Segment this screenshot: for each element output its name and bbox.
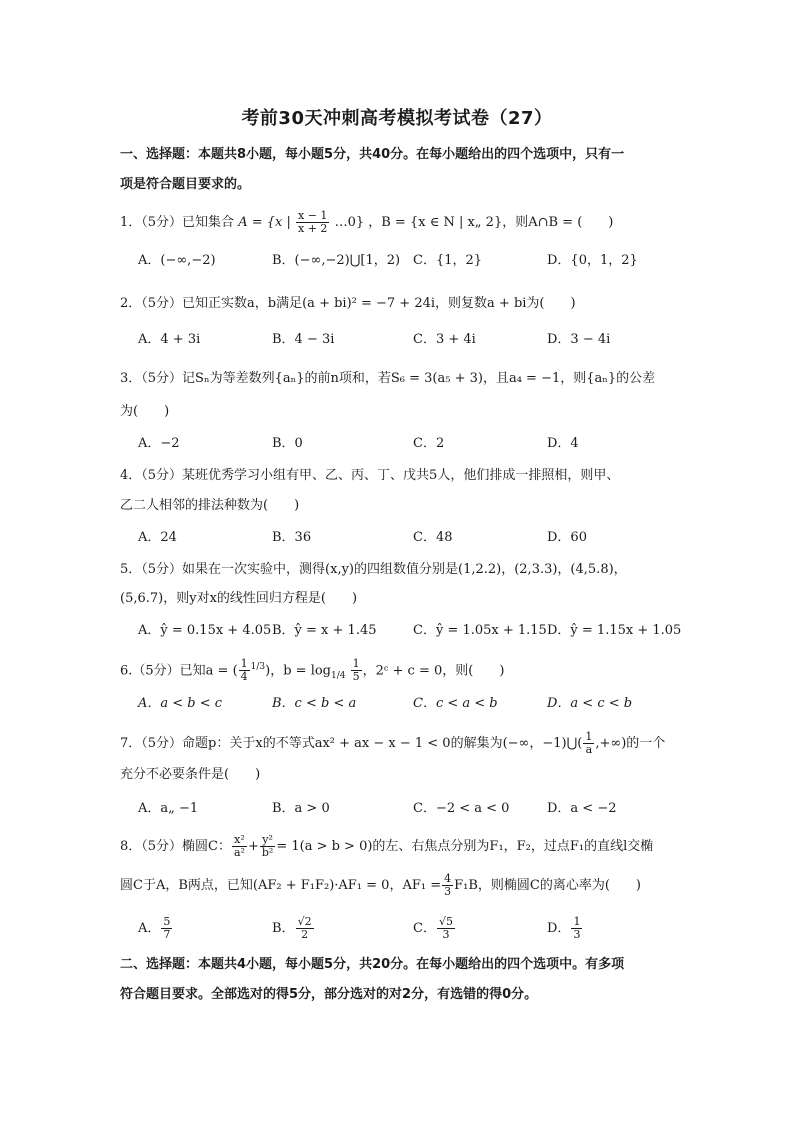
q8-option-a[interactable]: [138, 912, 173, 946]
q8-frac1-num: x²: [232, 834, 247, 847]
q1-frac-num: x − 1: [298, 209, 328, 222]
q6-option-a[interactable]: A．a < b < c: [138, 696, 223, 711]
section1-heading-line1: 一、选择题：本题共8小题，每小题5分，共40分。在每小题给出的四个选项中，只有一: [120, 147, 625, 162]
question-5-line1: 5．（5分）如果在一次实验中，测得(x,y)的四组数值分别是(1,2.2)，(2,3.3)，(4,5.8)，: [120, 562, 627, 577]
q1-set-a-tail: …0}: [334, 215, 365, 230]
question-3-line2: 为( ): [120, 404, 170, 419]
q6-tail: ，2ᶜ + c = 0，则( ): [362, 663, 505, 679]
q8-prefix: 8．（5分）椭圆C：: [120, 839, 231, 854]
q3-options: [0, 433, 794, 455]
q3-option-c[interactable]: C．2: [413, 436, 445, 451]
page-title: 考前30天冲刺高考模拟考试卷（27）: [241, 108, 553, 129]
q1-option-c[interactable]: C．{1，2}: [413, 253, 483, 268]
question-4-line2: 乙二人相邻的排法种数为( ): [120, 498, 300, 513]
q6-frac2-num: 1: [352, 657, 360, 671]
q1-option-d[interactable]: D．{0，1，2}: [547, 253, 638, 268]
q8-tail: = 1(a > b > 0)的左、右焦点分别为F₁，F₂，过点F₁的直线l交椭: [276, 839, 654, 854]
q8-frac3-den: 3: [444, 885, 452, 898]
q3-option-d[interactable]: D．4: [547, 436, 579, 451]
q8-option-c-label: C．: [413, 921, 436, 936]
q8-option-b-frac: [296, 916, 314, 941]
q4-option-a[interactable]: A．24: [138, 530, 177, 545]
question-5-line2: (5,6.7)，则y对x的线性回归方程是( ): [120, 591, 358, 606]
q6-options: [0, 693, 794, 715]
q1-options: [0, 250, 794, 272]
q5-option-c[interactable]: C．ŷ = 1.05x + 1.15: [413, 623, 547, 638]
q7-options: [0, 798, 794, 820]
q8-frac2-den: b²: [261, 846, 274, 859]
q4-options: [0, 527, 794, 549]
q1-set-b: ，B = {x ∈ N | x„ 2}，则A∩B = ( ): [368, 215, 614, 230]
q8-options: [0, 912, 794, 946]
q6-fraction-2: [351, 658, 362, 683]
q8-option-a-frac: [161, 916, 172, 941]
q8-option-c-frac: [437, 916, 455, 941]
q8-option-a-num: 5: [163, 915, 171, 928]
q8-option-c-num: √5: [438, 915, 453, 928]
q1-prefix: 1．（5分）已知集合: [120, 215, 235, 230]
q1-frac-den: x + 2: [298, 222, 328, 235]
q5-option-d[interactable]: D．ŷ = 1.15x + 1.05: [547, 623, 682, 638]
question-2: 2．（5分）已知正实数a，b满足(a + bi)² = −7 + 24i，则复数a + bi为( ): [120, 296, 576, 311]
q7-fraction: [583, 731, 594, 756]
q3-option-b[interactable]: B．0: [272, 436, 303, 451]
q5-options: [0, 620, 794, 642]
q8-option-d[interactable]: [547, 912, 583, 946]
question-7-line1: [120, 730, 680, 758]
q7-option-c[interactable]: C．−2 < a < 0: [413, 801, 510, 816]
q8-option-b-label: B．: [272, 921, 295, 936]
question-4-line1: 4．（5分）某班优秀学习小组有甲、乙、丙、丁、戊共5人，他们排成一排照相，则甲、: [120, 468, 620, 483]
q7-frac-num: 1: [585, 730, 593, 743]
q4-option-b[interactable]: B．36: [272, 530, 312, 545]
q7-tail: ,+∞)的一个: [595, 736, 666, 751]
q2-option-d[interactable]: D．3 − 4i: [547, 332, 611, 347]
question-6: [120, 652, 680, 691]
q8-plus: +: [247, 839, 259, 854]
question-8-line2: [120, 872, 680, 900]
q6-option-b[interactable]: B．c < b < a: [272, 696, 357, 711]
q8-option-c-den: 3: [442, 928, 450, 941]
q6-log-base: 1/4: [331, 670, 346, 681]
q8-fraction-1: [232, 834, 247, 859]
question-3-line1: 3．（5分）记Sₙ为等差数列{aₙ}的前n项和，若S₆ = 3(a₅ + 3)，且a₄ = −1，则{aₙ}的公差: [120, 371, 656, 386]
q8-fraction-2: [260, 834, 275, 859]
q6-option-c[interactable]: C．c < a < b: [413, 696, 498, 711]
q6-fraction-1: [239, 658, 250, 683]
q1-set-a: A = {x |: [238, 215, 291, 230]
q6-frac1-num: 1: [240, 657, 248, 671]
q6-exponent: 1/3: [250, 662, 266, 672]
q8-option-b[interactable]: [272, 912, 315, 946]
q7-option-a[interactable]: A．a„ −1: [138, 801, 199, 816]
q6-frac1-den: 4: [240, 670, 248, 684]
q8-option-d-label: D．: [547, 921, 571, 936]
q8-frac2-num: y²: [260, 834, 275, 847]
q5-option-b[interactable]: B．ŷ = x + 1.45: [272, 623, 377, 638]
q6-frac2-den: 5: [352, 670, 360, 684]
q8-frac1-den: a²: [234, 846, 245, 859]
q8-option-b-den: 2: [301, 928, 309, 941]
q7-option-d[interactable]: D．a < −2: [547, 801, 617, 816]
q8-option-d-frac: [571, 916, 582, 941]
q6-prefix: 6.（5分）已知a = (: [120, 663, 238, 679]
q1-fraction: [296, 210, 329, 235]
q7-prefix: 7．（5分）命题p：关于x的不等式ax² + ax − x − 1 < 0的解集为(−∞，−1)⋃(: [120, 736, 583, 751]
q4-option-c[interactable]: C．48: [413, 530, 453, 545]
question-1: [120, 210, 680, 236]
q4-option-d[interactable]: D．60: [547, 530, 587, 545]
q7-option-b[interactable]: B．a > 0: [272, 801, 330, 816]
q8-option-a-label: A．: [138, 921, 161, 936]
q7-frac-den: a: [585, 743, 593, 756]
q2-option-b[interactable]: B．4 − 3i: [272, 332, 335, 347]
q2-option-c[interactable]: C．3 + 4i: [413, 332, 476, 347]
q8-line2-prefix: 圆C于A，B两点，已知(AF₂ + F₁F₂)·AF₁ = 0，AF₁ =: [120, 878, 442, 893]
q8-line2-tail: F₁B，则椭圆C的离心率为( ): [454, 878, 641, 893]
q8-option-a-den: 7: [163, 928, 171, 941]
section2-heading-line1: 二、选择题：本题共4小题，每小题5分，共20分。在每小题给出的四个选项中。有多项: [120, 957, 625, 972]
q8-option-d-den: 3: [573, 928, 581, 941]
q2-options: [0, 329, 794, 351]
section2-heading-line2: 符合题目要求。全部选对的得5分，部分选对的对2分，有选错的得0分。: [120, 987, 538, 1002]
q5-option-a[interactable]: A．ŷ = 0.15x + 4.05: [138, 623, 272, 638]
q6-mid: )，b = log: [265, 663, 331, 679]
section1-heading-line2: 项是符合题目要求的。: [120, 177, 251, 192]
q6-option-d[interactable]: D．a < c < b: [547, 696, 633, 711]
q8-option-b-num: √2: [297, 915, 312, 928]
q1-option-a[interactable]: A．(−∞,−2): [138, 253, 216, 268]
q3-option-a[interactable]: A．−2: [138, 436, 180, 451]
q8-frac3-num: 4: [444, 872, 452, 885]
q8-option-d-num: 1: [573, 915, 581, 928]
q1-option-b[interactable]: B．(−∞,−2)⋃[1，2): [272, 253, 401, 268]
q8-fraction-3: [442, 873, 453, 898]
question-7-line2: 充分不必要条件是( ): [120, 767, 261, 782]
q2-option-a[interactable]: A．4 + 3i: [138, 332, 201, 347]
question-8-line1: [120, 832, 680, 862]
q8-option-c[interactable]: [413, 912, 456, 946]
